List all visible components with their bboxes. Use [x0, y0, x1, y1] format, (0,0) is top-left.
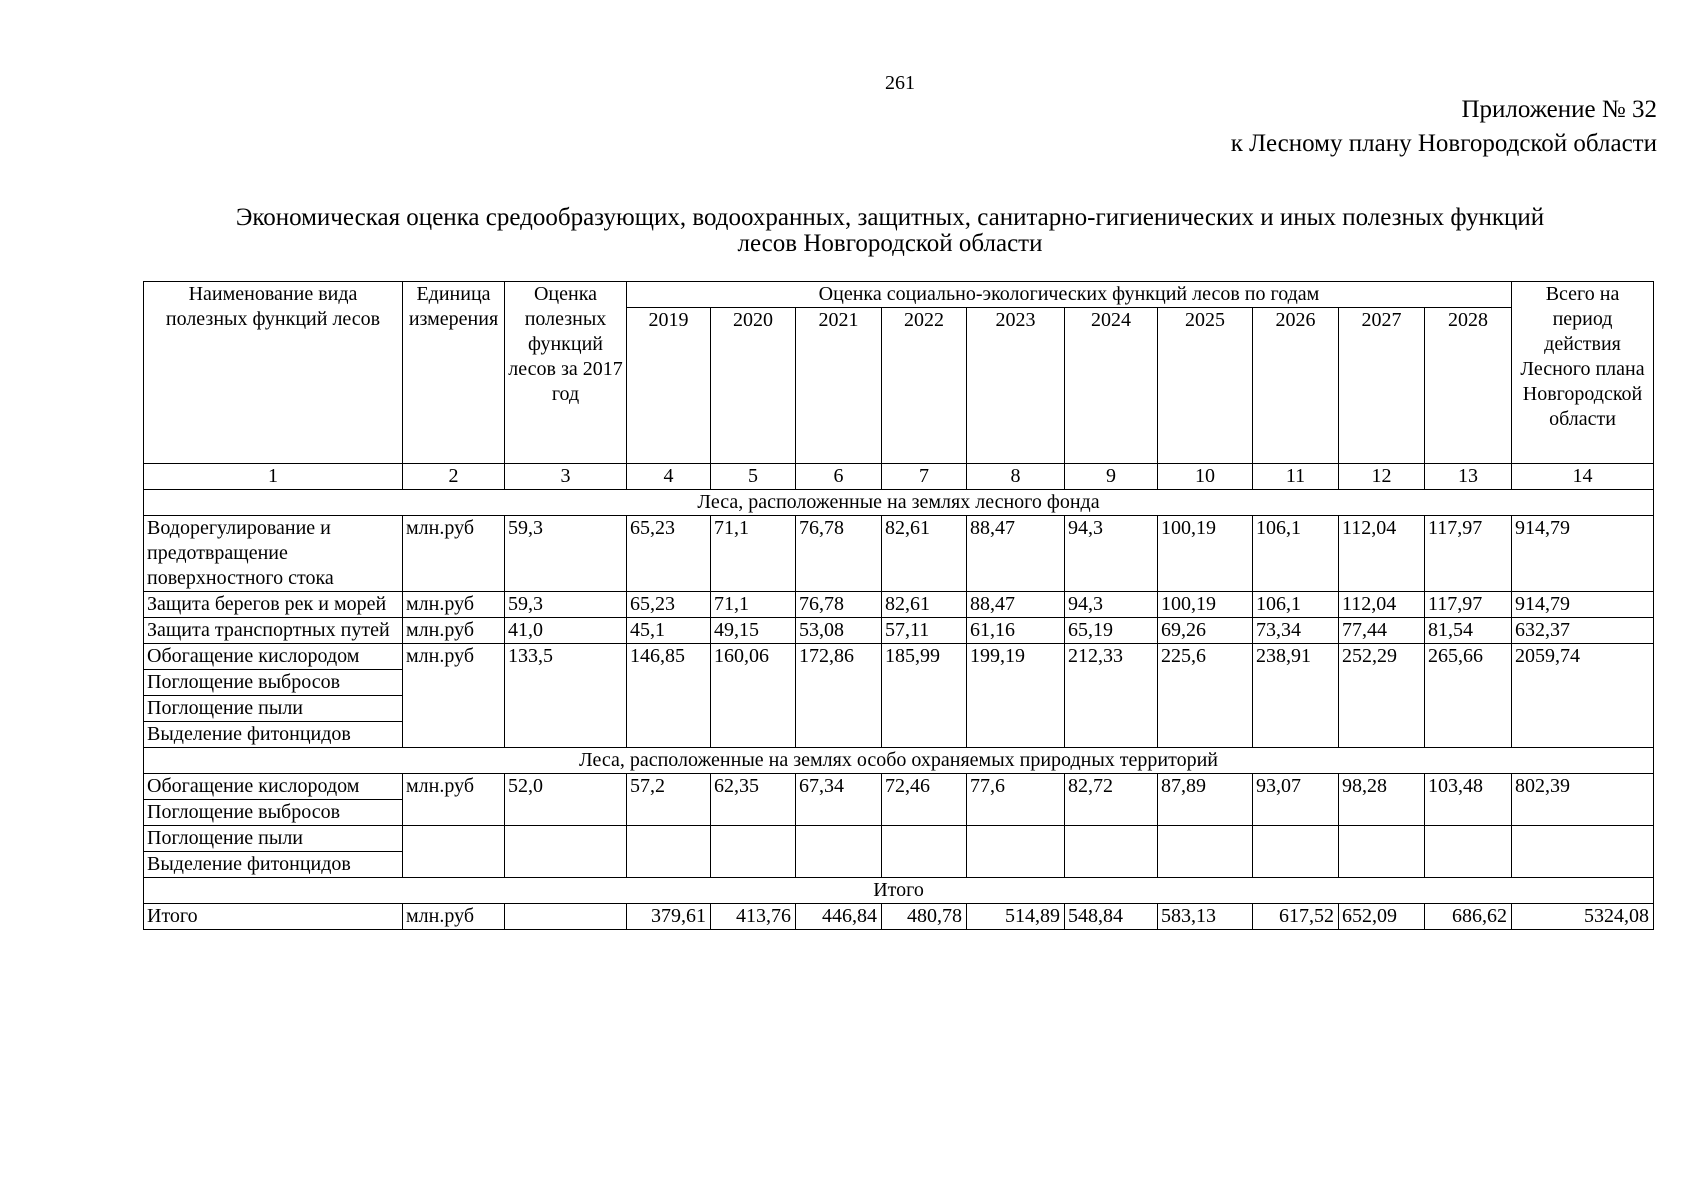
- year-value: 265,66: [1425, 644, 1512, 748]
- column-number: 11: [1253, 464, 1339, 490]
- unit-cell: млн.руб: [403, 618, 505, 644]
- empty-cell: [967, 826, 1065, 878]
- unit-cell: млн.руб: [403, 774, 505, 826]
- year-value: 67,34: [796, 774, 882, 826]
- column-number: 7: [882, 464, 967, 490]
- column-number: 9: [1065, 464, 1158, 490]
- value-2017: 59,3: [505, 516, 627, 592]
- empty-cell: [1253, 826, 1339, 878]
- value-2017: 59,3: [505, 592, 627, 618]
- year-value: 76,78: [796, 516, 882, 592]
- year-value: 73,34: [1253, 618, 1339, 644]
- year-value: 57,11: [882, 618, 967, 644]
- year-value: 72,46: [882, 774, 967, 826]
- forest-functions-table: [143, 281, 1654, 930]
- year-value: 71,1: [711, 516, 796, 592]
- section-title: Леса, расположенные на землях особо охраняемых природных территорий: [144, 748, 1654, 774]
- year-value: 686,62: [1425, 904, 1512, 930]
- year-value: 106,1: [1253, 592, 1339, 618]
- header-year: 2022: [882, 308, 967, 464]
- table-row: [144, 644, 1654, 670]
- header-year: 2027: [1339, 308, 1425, 464]
- year-value: 652,09: [1339, 904, 1425, 930]
- year-value: 61,16: [967, 618, 1065, 644]
- year-value: 100,19: [1158, 592, 1253, 618]
- year-value: 480,78: [882, 904, 967, 930]
- appendix-reference: к Лесному плану Новгородской области: [1230, 130, 1657, 157]
- year-value: 106,1: [1253, 516, 1339, 592]
- year-value: 45,1: [627, 618, 711, 644]
- year-value: 160,06: [711, 644, 796, 748]
- year-value: 65,23: [627, 516, 711, 592]
- year-value: 71,1: [711, 592, 796, 618]
- function-name: Защита транспортных путей: [144, 618, 403, 644]
- empty-cell: [711, 826, 796, 878]
- function-name: Поглощение пыли: [144, 696, 403, 722]
- year-value: 446,84: [796, 904, 882, 930]
- title-line-2: лесов Новгородской области: [737, 230, 1043, 257]
- year-value: 146,85: [627, 644, 711, 748]
- document-title: [130, 205, 1650, 257]
- column-number: 13: [1425, 464, 1512, 490]
- year-value: 225,6: [1158, 644, 1253, 748]
- table-row: [144, 618, 1654, 644]
- function-name: Выделение фитонцидов: [144, 722, 403, 748]
- function-name: Выделение фитонцидов: [144, 852, 403, 878]
- header-year: 2023: [967, 308, 1065, 464]
- header-year: 2026: [1253, 308, 1339, 464]
- function-name: Защита берегов рек и морей: [144, 592, 403, 618]
- table-row: [144, 826, 1654, 852]
- total-value: 5324,08: [1512, 904, 1654, 930]
- value-2017: [505, 904, 627, 930]
- total-value: 914,79: [1512, 516, 1654, 592]
- year-value: 212,33: [1065, 644, 1158, 748]
- unit-cell: млн.руб: [403, 516, 505, 592]
- value-2017: 41,0: [505, 618, 627, 644]
- year-value: 172,86: [796, 644, 882, 748]
- column-number: 4: [627, 464, 711, 490]
- empty-cell: [1425, 826, 1512, 878]
- year-value: 583,13: [1158, 904, 1253, 930]
- year-value: 617,52: [1253, 904, 1339, 930]
- column-number: 3: [505, 464, 627, 490]
- year-value: 69,26: [1158, 618, 1253, 644]
- year-value: 548,84: [1065, 904, 1158, 930]
- year-value: 65,19: [1065, 618, 1158, 644]
- header-estimate-2017: Оценка полезных функций лесов за 2017 год: [505, 282, 627, 464]
- section-row-forest-fund: [144, 490, 1654, 516]
- function-name: Поглощение пыли: [144, 826, 403, 852]
- section-row-total: [144, 878, 1654, 904]
- header-total: Всего на период действия Лесного плана Новгородской области: [1512, 282, 1654, 464]
- empty-cell: [1065, 826, 1158, 878]
- year-value: 93,07: [1253, 774, 1339, 826]
- function-name: Обогащение кислородом: [144, 644, 403, 670]
- total-value: 632,37: [1512, 618, 1654, 644]
- year-value: 98,28: [1339, 774, 1425, 826]
- year-value: 238,91: [1253, 644, 1339, 748]
- unit-cell: млн.руб: [403, 644, 505, 748]
- function-name: Поглощение выбросов: [144, 800, 403, 826]
- function-name: Обогащение кислородом: [144, 774, 403, 800]
- year-value: 77,44: [1339, 618, 1425, 644]
- header-year: 2021: [796, 308, 882, 464]
- year-value: 77,6: [967, 774, 1065, 826]
- header-year: 2019: [627, 308, 711, 464]
- total-row-name: Итого: [144, 904, 403, 930]
- unit-cell: млн.руб: [403, 592, 505, 618]
- total-value: 802,39: [1512, 774, 1654, 826]
- year-value: 82,61: [882, 592, 967, 618]
- column-number: 10: [1158, 464, 1253, 490]
- year-value: 65,23: [627, 592, 711, 618]
- column-numbers-row: [144, 464, 1654, 490]
- section-title: Итого: [144, 878, 1654, 904]
- empty-cell: [1512, 826, 1654, 878]
- year-value: 100,19: [1158, 516, 1253, 592]
- function-name: Поглощение выбросов: [144, 670, 403, 696]
- empty-cell: [403, 826, 505, 878]
- year-value: 62,35: [711, 774, 796, 826]
- value-2017: 133,5: [505, 644, 627, 748]
- year-value: 88,47: [967, 592, 1065, 618]
- table-row: [144, 774, 1654, 800]
- empty-cell: [627, 826, 711, 878]
- header-year: 2025: [1158, 308, 1253, 464]
- year-value: 82,72: [1065, 774, 1158, 826]
- column-number: 2: [403, 464, 505, 490]
- total-value: 2059,74: [1512, 644, 1654, 748]
- column-number: 14: [1512, 464, 1654, 490]
- table-row: [144, 516, 1654, 592]
- header-year: 2024: [1065, 308, 1158, 464]
- page-number: 261: [885, 72, 915, 94]
- year-value: 49,15: [711, 618, 796, 644]
- unit-cell: млн.руб: [403, 904, 505, 930]
- header-year: 2020: [711, 308, 796, 464]
- year-value: 81,54: [1425, 618, 1512, 644]
- header-year: 2028: [1425, 308, 1512, 464]
- year-value: 413,76: [711, 904, 796, 930]
- section-title: Леса, расположенные на землях лесного фонда: [144, 490, 1654, 516]
- year-value: 76,78: [796, 592, 882, 618]
- empty-cell: [1158, 826, 1253, 878]
- year-value: 82,61: [882, 516, 967, 592]
- column-number: 5: [711, 464, 796, 490]
- empty-cell: [505, 826, 627, 878]
- column-number: 12: [1339, 464, 1425, 490]
- total-value: 914,79: [1512, 592, 1654, 618]
- title-line-1: Экономическая оценка средообразующих, водоохранных, защитных, санитарно-гигиенических и иных полезных функций: [235, 204, 1545, 231]
- year-value: 57,2: [627, 774, 711, 826]
- empty-cell: [882, 826, 967, 878]
- column-number: 1: [144, 464, 403, 490]
- empty-cell: [1339, 826, 1425, 878]
- empty-cell: [796, 826, 882, 878]
- year-value: 117,97: [1425, 592, 1512, 618]
- year-value: 94,3: [1065, 516, 1158, 592]
- year-value: 112,04: [1339, 516, 1425, 592]
- year-value: 87,89: [1158, 774, 1253, 826]
- year-value: 252,29: [1339, 644, 1425, 748]
- year-value: 103,48: [1425, 774, 1512, 826]
- function-name: Водорегулирование и предотвращение поверхностного стока: [144, 516, 403, 592]
- header-by-years: Оценка социально-экологических функций лесов по годам: [627, 282, 1512, 308]
- year-value: 112,04: [1339, 592, 1425, 618]
- year-value: 514,89: [967, 904, 1065, 930]
- year-value: 199,19: [967, 644, 1065, 748]
- value-2017: 52,0: [505, 774, 627, 826]
- year-value: 94,3: [1065, 592, 1158, 618]
- table-row: [144, 592, 1654, 618]
- header-unit: Единица измерения: [403, 282, 505, 464]
- year-value: 88,47: [967, 516, 1065, 592]
- column-number: 8: [967, 464, 1065, 490]
- section-row-protected-areas: [144, 748, 1654, 774]
- header-name: Наименование вида полезных функций лесов: [144, 282, 403, 464]
- header-row: [144, 282, 1654, 308]
- appendix-number: Приложение № 32: [1461, 96, 1657, 123]
- total-row: [144, 904, 1654, 930]
- year-value: 185,99: [882, 644, 967, 748]
- year-value: 379,61: [627, 904, 711, 930]
- year-value: 53,08: [796, 618, 882, 644]
- column-number: 6: [796, 464, 882, 490]
- year-value: 117,97: [1425, 516, 1512, 592]
